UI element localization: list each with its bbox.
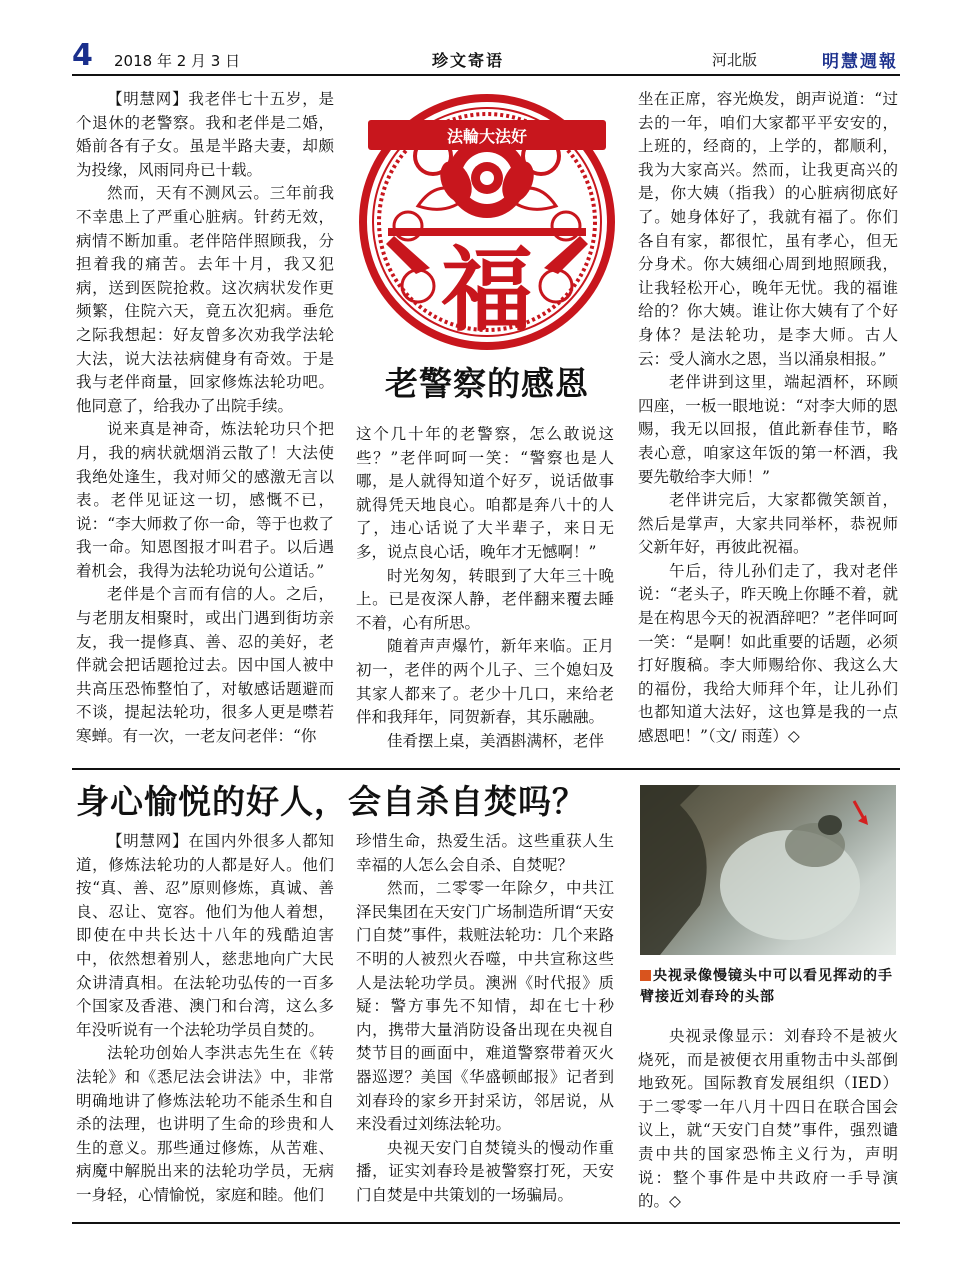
caption-marker-icon xyxy=(640,970,651,981)
page-header xyxy=(72,38,898,74)
fu-papercut-illustration xyxy=(358,86,616,354)
article2-column-3 xyxy=(638,1025,898,1214)
article1-column-1 xyxy=(76,88,334,749)
paragraph: 老伴是个言而有信的人。之后，与老朋友相聚时，或出门遇到街坊亲友，我一提修真、善、忍的美好，老伴就会把话题抢过去。因中国人被中共高压恐怖整怕了，对敏感话题避而不谈，提起法轮功，很多人更是噤若寒蝉。有一次，一老友问老伴：“你 xyxy=(76,585,334,746)
papercut-banner: 法輪大法好 xyxy=(446,127,528,146)
paragraph: 说来真是神奇，炼法轮功只个把月，我的病状就烟消云散了！大法使我绝处逢生，我对师父的感激无言以表。老伴见证这一切，感慨不已，说：“李大师救了你一命，等于也救了我一命。知恩图报才叫君子。以后遇着机会，我得为法轮功说句公道话。” xyxy=(76,420,334,580)
paragraph: 佳肴摆上桌，美酒斟满杯，老伴 xyxy=(387,731,605,750)
article2-column-2 xyxy=(356,830,614,1208)
photo-svg xyxy=(640,785,896,955)
papercut-fu-character: 福 xyxy=(440,236,534,344)
article1-column-2 xyxy=(356,423,614,753)
article1-column-3 xyxy=(638,88,898,749)
paragraph: 【明慧网】在国内外很多人都知道，修炼法轮功的人都是好人。他们按“真、善、忍”原则修炼，真诚、善良、忍让、宽容。他们为他人着想，即使在中共长达十八年的残酷迫害中，依然想着别人，慈悲地向广大民众讲清真相。在法轮功弘传的一百多个国家及香港、澳门和台湾，这么多年没听说有一个法轮功学员自焚的。 xyxy=(76,832,334,1039)
papercut-svg xyxy=(358,86,616,354)
masthead: 明慧週報 xyxy=(822,52,898,72)
section-divider xyxy=(72,768,900,770)
paragraph: 然而，二零零一年除夕，中共江泽民集团在天安门广场制造所谓“天安门自焚”事件，栽赃法轮功：几个来路不明的人被烈火吞噬，中共宣称这些人是法轮功学员。澳洲《时代报》质疑：警方事先不知情，却在七十秒内，携带大量消防设备出现在央视自焚节目的画面中，难道警察带着灭火器巡逻？美国《华盛顿邮报》记者到刘春玲的家乡开封采访，邻居说，从来没看过刘练法轮功。 xyxy=(356,879,614,1134)
page-number: 4 xyxy=(72,38,93,73)
photo-caption xyxy=(640,966,902,1008)
paragraph: 老伴讲到这里，端起酒杯，环顾四座，一板一眼地说：“对李大师的恩赐，我无以回报，值此新春佳节，略表心意，咱家这年饭的第一杯酒，我要先敬给李大师！” xyxy=(638,373,898,486)
paragraph: 坐在正席，容光焕发，朗声说道：“过去的一年，咱们大家都平平安安的，上班的，经商的，上学的，都顺利，我为大家高兴。然而，让我更高兴的是，你大姨（指我）的心脏病彻底好了。她身体好了，我就有福了。你们各自有家，都很忙，虽有孝心，但无分身术。你大姨细心周到地照顾我，让我轻松开心，晚年无忧。我的福谁给的？你大姨。谁让你大姨有了个好身体？是法轮功，是李大师。古人云：受人滴水之恩，当以涌泉相报。” xyxy=(638,90,898,368)
paragraph: 央视天安门自焚镜头的慢动作重播，证实刘春玲是被警察打死，天安门自焚是中共策划的一场骗局。 xyxy=(356,1138,614,1204)
paragraph: 【明慧网】我老伴七十五岁，是个退休的老警察。我和老伴是二婚，婚前各有子女。虽是半路夫妻，却颇为投缘，风雨同舟已十载。 xyxy=(76,90,334,179)
edition-label: 河北版 xyxy=(712,51,758,69)
paragraph: 午后，待儿孙们走了，我对老伴说：“老头子，昨天晚上你睡不着，就是在构思今天的祝酒辞吧？”老伴呵呵一笑：“是啊！如此重要的话题，必须打好腹稿。李大师赐给你、我这么大的福份，我给大师拜个年，让儿孙们也都知道大法好，这也算是我的一点感恩吧！”（文/ 雨莲）◇ xyxy=(638,561,898,746)
paragraph: 随着声声爆竹，新年来临。正月初一，老伴的两个儿子、三个媳妇及其家人都来了。老少十几口，来给老伴和我拜年，同贺新春，其乐融融。 xyxy=(356,637,614,727)
paragraph: 珍惜生命，热爱生活。这些重获人生幸福的人怎么会自杀、自焚呢？ xyxy=(356,832,614,874)
caption-text: 央视录像慢镜头中可以看见挥动的手臂接近刘春玲的头部 xyxy=(640,968,893,1005)
section-title: 珍文寄语 xyxy=(432,51,505,70)
article2-column-1 xyxy=(76,830,334,1208)
paragraph: 老伴讲完后，大家都微笑颔首，然后是掌声，大家共同举杯，恭祝师父新年好，再彼此祝福。 xyxy=(638,491,898,557)
paragraph: 这个几十年的老警察，怎么敢说这些？”老伴呵呵一笑：“警察也是人哪，是人就得知道个好歹，说话做事就得凭天地良心。咱都是奔八十的人了，违心话说了大半辈子，来日无多，说点良心话，晚年才无憾啊！” xyxy=(356,425,614,561)
footer-rule xyxy=(72,1222,900,1224)
article1-title: 老警察的感恩 xyxy=(385,364,589,403)
video-still-photo xyxy=(640,785,896,955)
header-rule xyxy=(72,74,900,76)
paragraph: 央视录像显示：刘春玲不是被火烧死，而是被便衣用重物击中头部倒地致死。国际教育发展组织（IED）于二零零一年八月十四日在联合国会议上，就“天安门自焚”事件，强烈谴责中共的国家恐怖主义行为，声明说：整个事件是中共政府一手导演的。◇ xyxy=(638,1027,898,1211)
article2-title: 身心愉悦的好人，会自杀自焚吗？ xyxy=(76,782,586,821)
issue-date: 2018 年 2 月 3 日 xyxy=(114,52,241,70)
paragraph: 法轮功创始人李洪志先生在《转法轮》和《悉尼法会讲法》中，非常明确地讲了修炼法轮功不能杀生和自杀的法理，也讲明了生命的珍贵和人生的意义。那些通过修炼，从苦难、病魔中解脱出来的法轮功学员，无病一身轻，心情愉悦，家庭和睦。他们 xyxy=(76,1044,334,1204)
paragraph: 时光匆匆，转眼到了大年三十晚上。已是夜深人静，老伴翻来覆去睡不着，心有所思。 xyxy=(356,566,614,632)
paragraph: 然而，天有不测风云。三年前我不幸患上了严重心脏病。针药无效，病情不断加重。老伴陪伴照顾我，分担着我的痛苦。去年十月，我又犯病，送到医院抢救。这次病状发作更频繁，住院六天，竟五次犯病。垂危之际我想起：好友曾多次劝我学法轮大法，说大法祛病健身有奇效。于是我与老伴商量，回家修炼法轮功吧。他同意了，给我办了出院手续。 xyxy=(76,184,334,415)
